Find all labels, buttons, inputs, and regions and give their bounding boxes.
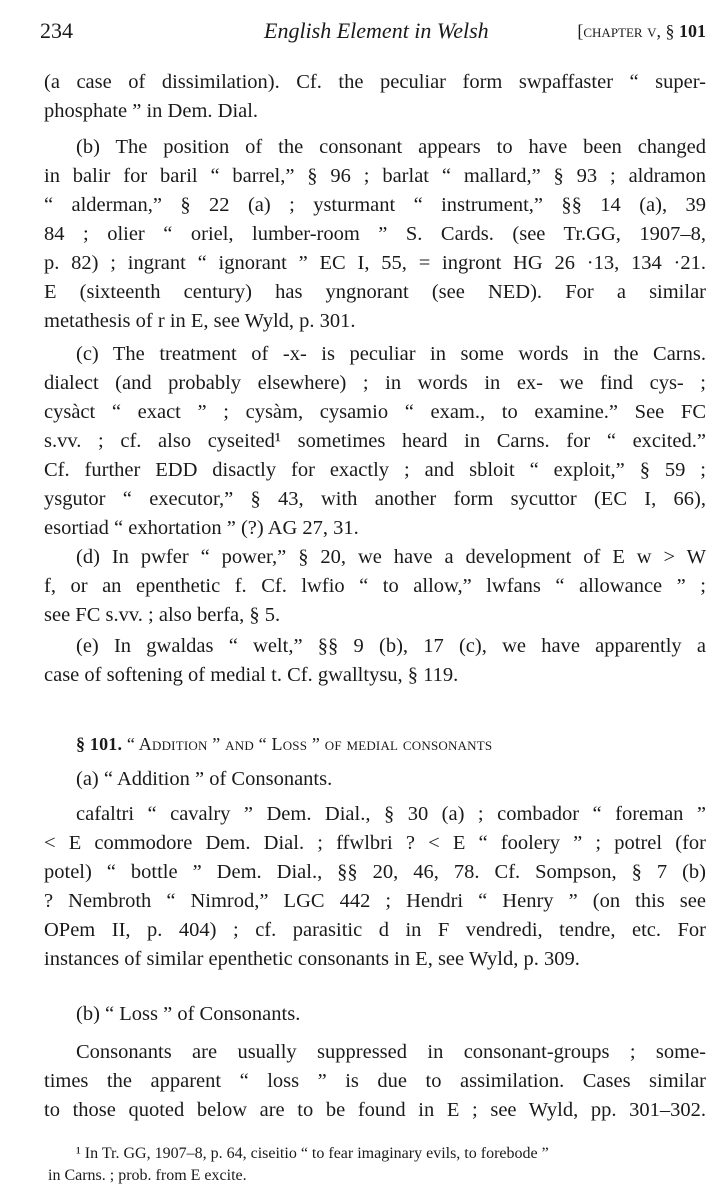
text-line: esortiad “ exhortation ” (?) AG 27, 31. — [44, 517, 359, 539]
text-line: f, or an epenthetic f. Cf. lwfio “ to allow,” lwfans “ allowance ” ; — [44, 575, 706, 597]
text-line: Cf. further EDD disactly for exactly ; and sbloit “ exploit,” § 59 ; — [44, 459, 706, 481]
text-line: (b) “ Loss ” of Consonants. — [76, 1003, 301, 1025]
text-line: metathesis of r in E, see Wyld, p. 301. — [44, 310, 356, 332]
footnote-line: in Carns. ; prob. from E excite. — [48, 1167, 247, 1184]
page-number: 234 — [40, 18, 73, 43]
text-line: instances of similar epenthetic consonants in E, see Wyld, p. 309. — [44, 948, 580, 970]
text-line: (e) In gwaldas “ welt,” §§ 9 (b), 17 (c), we have apparently a — [76, 635, 706, 657]
text-line: to those quoted below are to be found in E ; see Wyld, pp. 301–302. — [44, 1099, 706, 1121]
text-line: OPem II, p. 404) ; cf. parasitic d in F vendredi, tendre, etc. For — [44, 919, 706, 941]
text-line: “ alderman,” § 22 (a) ; ysturmant “ instrument,” §§ 14 (a), 39 — [44, 194, 706, 216]
text-line: potel) “ bottle ” Dem. Dial., §§ 20, 46, 78. Cf. Sompson, § 7 (b) — [44, 861, 706, 883]
running-head — [40, 14, 706, 48]
text-line: case of softening of medial t. Cf. gwalltysu, § 119. — [44, 664, 459, 686]
text-line: times the apparent “ loss ” is due to assimilation. Cases similar — [44, 1070, 706, 1092]
section-title: “ Addition ” and “ Loss ” of medial consonants — [126, 734, 493, 754]
text-line: < E commodore Dem. Dial. ; ffwlbri ? < E “ foolery ” ; potrel (for — [44, 832, 706, 854]
text-line: (d) In pwfer “ power,” § 20, we have a development of E w > W — [76, 546, 706, 568]
text-line: dialect (and probably elsewhere) ; in words in ex- we find cys- ; — [44, 372, 706, 394]
section-heading — [76, 730, 706, 759]
section-number: § 101. — [76, 734, 123, 754]
text-line: 84 ; olier “ oriel, lumber-room ” S. Cards. (see Tr.GG, 1907–8, — [44, 223, 706, 245]
text-line: (b) The position of the consonant appears to have been changed — [76, 136, 706, 158]
text-line: (c) The treatment of -x- is peculiar in some words in the Carns. — [76, 343, 706, 365]
text-line: Consonants are usually suppressed in consonant-groups ; some- — [76, 1041, 706, 1063]
text-line: p. 82) ; ingrant “ ignorant ” EC I, 55, = ingront HG 26 ·13, 134 ·21. — [44, 252, 706, 274]
text-line: see FC s.vv. ; also berfa, § 5. — [44, 604, 281, 626]
text-line: phosphate ” in Dem. Dial. — [44, 100, 259, 122]
text-line: E (sixteenth century) has yngnorant (see NED). For a similar — [44, 281, 706, 303]
text-line: (a) “ Addition ” of Consonants. — [76, 768, 333, 790]
footnote-line: ¹ In Tr. GG, 1907–8, p. 64, ciseitio “ to fear imaginary evils, to forebode ” — [76, 1145, 549, 1162]
text-line: in balir for baril “ barrel,” § 96 ; barlat “ mallard,” § 93 ; aldramon — [44, 165, 706, 187]
chapter-reference: [chapter v, § 101 — [577, 21, 706, 41]
text-line: s.vv. ; cf. also cyseited¹ sometimes heard in Carns. for “ excited.” — [44, 430, 706, 452]
running-title: English Element in Welsh — [264, 18, 489, 43]
text-line: cysàct “ exact ” ; cysàm, cysamio “ exam., to examine.” See FC — [44, 401, 706, 423]
text-line: ysgutor “ executor,” § 43, with another form sycuttor (EC I, 66), — [44, 488, 706, 510]
text-line: cafaltri “ cavalry ” Dem. Dial., § 30 (a) ; combador “ foreman ” — [76, 803, 706, 825]
text-line: ? Nembroth “ Nimrod,” LGC 442 ; Hendri “ Henry ” (on this see — [44, 890, 706, 912]
text-line: (a case of dissimilation). Cf. the peculiar form swpaffaster “ super- — [44, 71, 706, 93]
